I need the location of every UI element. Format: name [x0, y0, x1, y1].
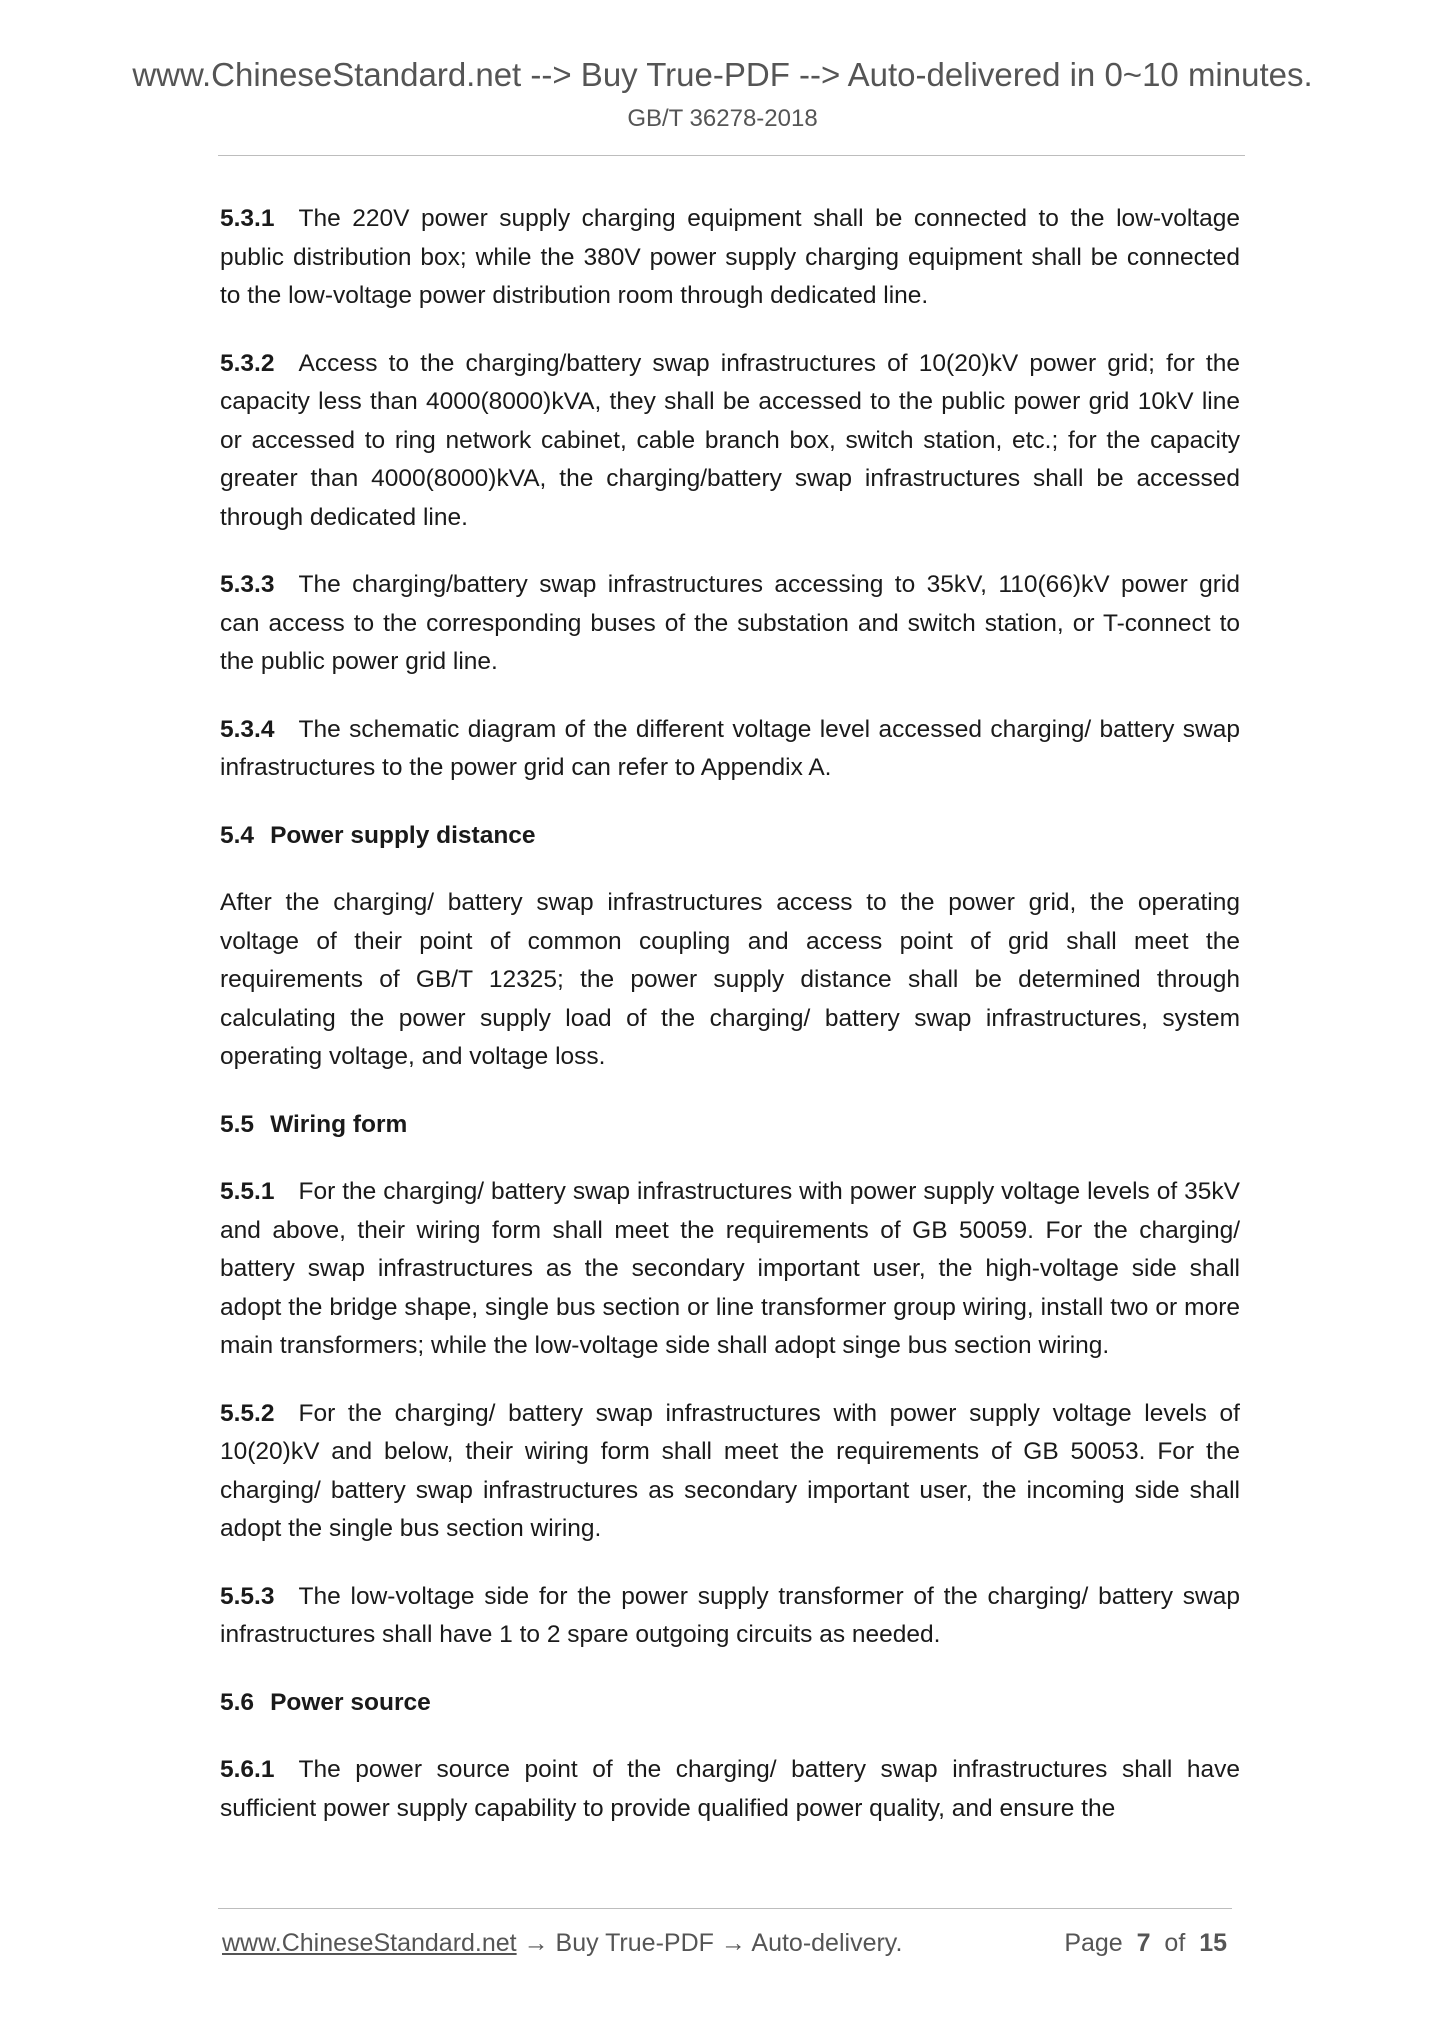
- section-number: 5.6: [220, 1688, 255, 1716]
- section-heading-5-4: [220, 817, 1240, 856]
- clause-number: 5.5.1: [220, 1178, 275, 1205]
- paragraph-text: After the charging/ battery swap infrastructures access to the power grid, the operating voltage of their point of common coupling and access point of grid shall meet the requirements of GB/T 12325; the power supply distance shall be determined through calculating the power supply load of the charging/ battery swap infrastructures, system operating voltage, and voltage loss.: [220, 889, 1240, 1070]
- clause-5-6-1: [220, 1751, 1240, 1828]
- clause-text: For the charging/ battery swap infrastructures with power supply voltage levels of 10(20)kV and below, their wiring form shall meet the requirements of GB 50053. For the charging/ battery swap infrastructures as secondary important user, the incoming side shall adopt the single bus section wiring.: [220, 1399, 1240, 1542]
- clause-text: The low-voltage side for the power supply transformer of the charging/ battery swap infrastructures shall have 1 to 2 spare outgoing circuits as needed.: [220, 1582, 1240, 1648]
- document-body: [220, 200, 1240, 1857]
- clause-5-5-3: [220, 1578, 1240, 1655]
- clause-5-3-1: [220, 200, 1240, 316]
- page-label: Page: [1064, 1929, 1123, 1957]
- section-title: Power supply distance: [270, 821, 536, 849]
- section-heading-5-6: [220, 1684, 1240, 1723]
- paragraph-5-4: [220, 884, 1240, 1077]
- clause-number: 5.3.4: [220, 715, 275, 743]
- clause-5-5-2: [220, 1395, 1240, 1549]
- clause-number: 5.5.3: [220, 1582, 275, 1610]
- clause-5-3-3: [220, 566, 1240, 682]
- clause-text: For the charging/ battery swap infrastructures with power supply voltage levels of 35kV and above, their wiring form shall meet the requirements of GB 50059. For the charging/ battery swap infrastructures as the secondary important user, the high-voltage side shall adopt the bridge shape, single bus section or line transformer group wiring, install two or more main transformers; while the low-voltage side shall adopt singe bus section wiring.: [220, 1178, 1240, 1359]
- header-divider: [218, 155, 1245, 156]
- clause-text: The 220V power supply charging equipment shall be connected to the low-voltage public distribution box; while the 380V power supply charging equipment shall be connected to the low-voltage power distribution room through dedicated line.: [220, 205, 1240, 309]
- clause-text: Access to the charging/battery swap infrastructures of 10(20)kV power grid; for the capacity less than 4000(8000)kVA, they shall be accessed to the public power grid 10kV line or accessed to ring network cabinet, cable branch box, switch station, etc.; for the capacity greater than 4000(8000)kVA, the charging/battery swap infrastructures shall be accessed through dedicated line.: [220, 349, 1240, 531]
- footer-divider: [218, 1908, 1232, 1909]
- clause-text: The charging/battery swap infrastructures accessing to 35kV, 110(66)kV power grid can access to the corresponding buses of the substation and switch station, or T-connect to the public power grid line.: [220, 571, 1240, 675]
- page-indicator: [1064, 1929, 1227, 1958]
- section-heading-5-5: [220, 1106, 1240, 1145]
- clause-number: 5.6.1: [220, 1756, 275, 1783]
- clause-number: 5.5.2: [220, 1399, 275, 1427]
- footer-promo-text: → Buy True-PDF → Auto-delivery.: [516, 1929, 903, 1957]
- footer-site-link[interactable]: www.ChineseStandard.net: [222, 1929, 517, 1957]
- header-banner: www.ChineseStandard.net --> Buy True-PDF --> Auto-delivered in 0~10 minutes.: [132, 56, 1313, 93]
- clause-5-3-4: [220, 711, 1240, 788]
- clause-text: The schematic diagram of the different voltage level accessed charging/ battery swap infrastructures to the power grid can refer to Appendix A.: [220, 715, 1240, 781]
- page-of: of: [1164, 1929, 1186, 1957]
- section-title: Wiring form: [270, 1110, 408, 1138]
- page-current: 7: [1136, 1929, 1151, 1957]
- clause-number: 5.3.1: [220, 205, 275, 232]
- clause-number: 5.3.3: [220, 571, 275, 598]
- page-total: 15: [1199, 1929, 1227, 1957]
- footer-promo: [222, 1929, 902, 1958]
- clause-5-5-1: [220, 1173, 1240, 1366]
- standard-number: GB/T 36278-2018: [627, 105, 818, 132]
- section-number: 5.4: [220, 821, 255, 849]
- clause-number: 5.3.2: [220, 349, 275, 377]
- clause-text: The power source point of the charging/ battery swap infrastructures shall have sufficient power supply capability to provide qualified power quality, and ensure the: [220, 1756, 1240, 1822]
- clause-5-3-2: [220, 345, 1240, 538]
- section-number: 5.5: [220, 1110, 255, 1138]
- section-title: Power source: [270, 1688, 431, 1716]
